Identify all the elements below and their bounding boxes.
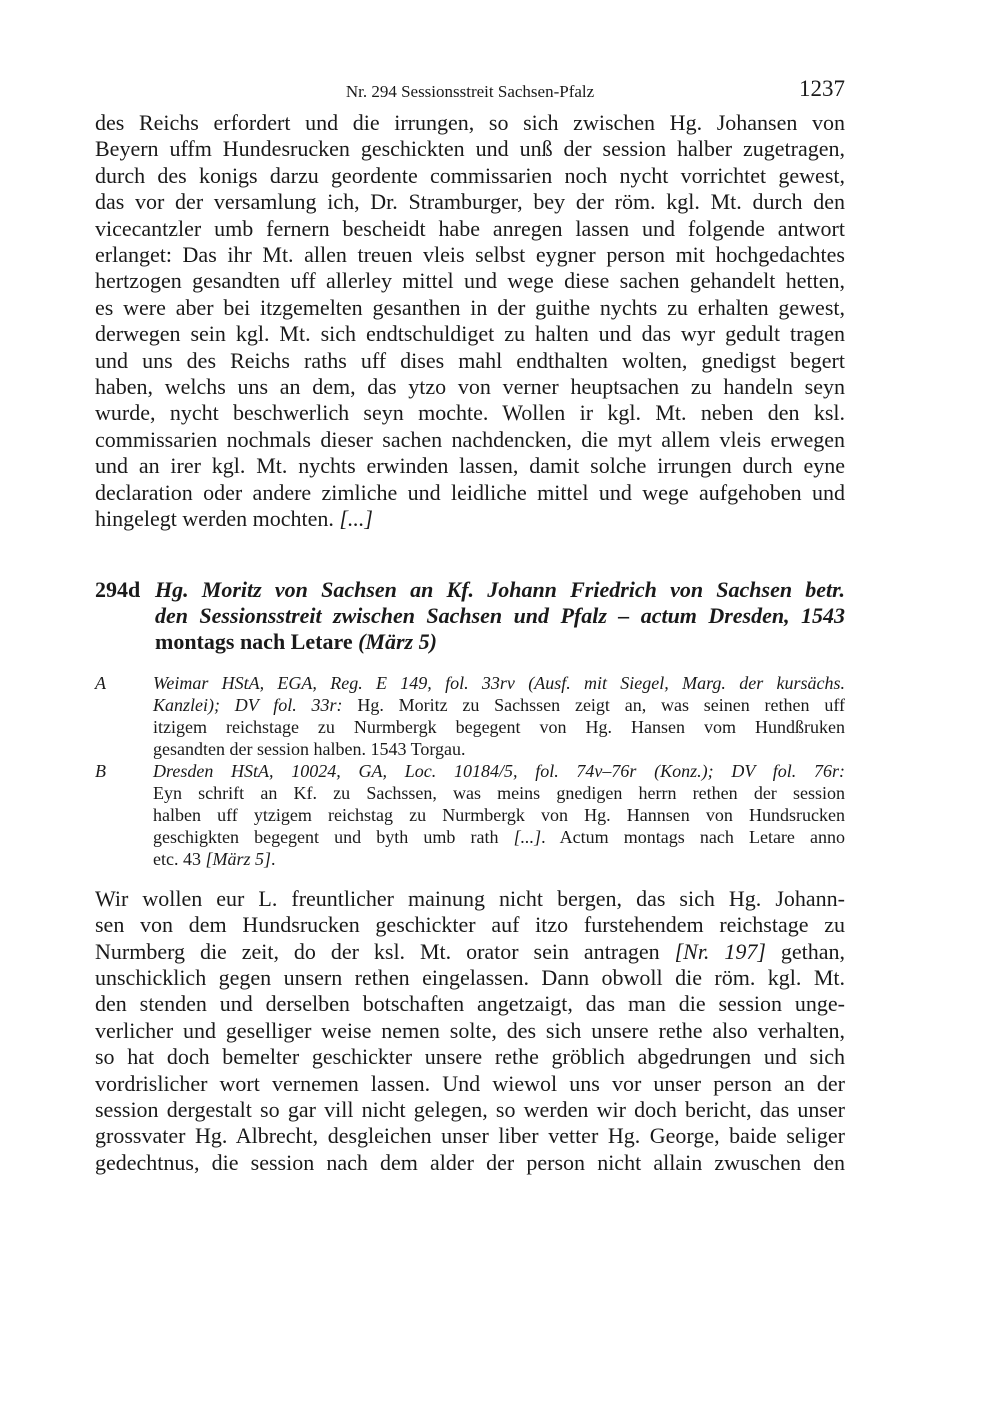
text-line: den stenden und derselben botschaften angetzaigt, das man die session unge- bbox=[95, 991, 845, 1017]
source-siglum: A bbox=[95, 672, 106, 693]
dorsal-note: halben uff ytzigem reichstag zu Nurmbergk von Hg. Hannsen von Hundsrucken bbox=[153, 804, 845, 825]
archive-reference: Kanzlei); DV fol. 33r: bbox=[153, 694, 343, 715]
text-line: und uns des Reichs raths uff dises mahl endthalten wolten, gnedigst begert bbox=[95, 347, 845, 373]
editorial-date: [März 5] bbox=[205, 848, 271, 869]
running-title: Nr. 294 Sessionsstreit Sachsen-Pfalz bbox=[345, 82, 595, 101]
archive-reference: Dresden HStA, 10024, GA, Loc. 10184/5, fol. 74v–76r (Konz.); DV fol. 76r: bbox=[153, 760, 845, 781]
text-line: so hat doch bemelter geschickter unsere rethe gröblich abgedrungen und sich bbox=[95, 1044, 845, 1070]
text-line: vordrislicher wort vernemen lassen. Und wiewol uns vor unser person an der bbox=[95, 1070, 845, 1096]
text-line: und an irer kgl. Mt. nychts erwinden lassen, damit solche irrungen durch eyne bbox=[95, 453, 845, 479]
title-line: Hg. Moritz von Sachsen an Kf. Johann Friedrich von Sachsen betr. bbox=[155, 576, 845, 602]
title-line: montags nach Letare bbox=[155, 629, 353, 655]
text-line: session dergestalt so gar vill nicht gelegen, so werden wir doch bericht, das unser bbox=[95, 1096, 845, 1122]
document-page bbox=[95, 70, 845, 1176]
text-line: durch des konigs darzu geordente commissarien noch nycht vorrichtet gewest, bbox=[95, 162, 845, 188]
document-heading bbox=[95, 577, 845, 656]
text-line: des Reichs erfordert und die irrungen, so sich zwischen Hg. Johansen von bbox=[95, 110, 845, 135]
title-line: den Sessionsstreit zwischen Sachsen und Pfalz – actum Dresden, 1543 bbox=[155, 602, 845, 628]
text-line: das vor der versamlung ich, Dr. Stramburger, bey der röm. kgl. Mt. durch den bbox=[95, 189, 845, 215]
document-number: 294d bbox=[95, 576, 141, 602]
omission-mark: [...] bbox=[339, 506, 373, 532]
dorsal-note: geschigkten begegent und byth umb rath bbox=[153, 826, 499, 847]
dorsal-note: Eyn schrift an Kf. zu Sachssen, was meins gnedigen herrn rethen der session bbox=[153, 782, 845, 803]
text-line: erlanget: Das ihr Mt. allen treuen vleis selbst eygner person mit hochgedachtes bbox=[95, 242, 845, 268]
text-line: wurde, nycht beschwerlich seyn mochte. Wollen ir kgl. Mt. neben den ksl. bbox=[95, 400, 845, 426]
source-apparatus bbox=[95, 672, 845, 870]
text-line: sen von dem Hundsrucken geschickter auf itzo furstehendem reichstage zu bbox=[95, 912, 845, 938]
source-entry bbox=[95, 672, 845, 760]
text-line: grossvater Hg. Albrecht, desgleichen unser liber vetter Hg. George, baide seliger bbox=[95, 1123, 845, 1149]
text-line: vicecantzler umb fernern bescheidt habe anregen lassen und folgende antwort bbox=[95, 215, 845, 241]
intro-paragraph bbox=[95, 110, 845, 533]
text-line: haben, welchs uns an dem, das ytzo von verner heuptsachen zu handeln seyn bbox=[95, 374, 845, 400]
archive-reference: Weimar HStA, EGA, Reg. E 149, fol. 33rv (Ausf. mit Siegel, Marg. der kursächs. bbox=[153, 672, 845, 693]
cross-reference: [Nr. 197] bbox=[674, 938, 766, 964]
text-segment: Nurmberg die zeit, do der ksl. Mt. orator sein antragen bbox=[95, 938, 660, 964]
dorsal-note: . Actum montags nach Letare anno bbox=[541, 826, 846, 847]
dorsal-note: itzigem reichstage zu Nurmbergk begegent von Hg. Hansen vom Hundßruken bbox=[153, 716, 845, 737]
text-line: unschicklich gegen unsern rethen eingelassen. Dann obwoll die röm. kgl. Mt. bbox=[95, 964, 845, 990]
text-line: verlicher und geselliger weise nemen solte, des sich unsere rethe also verhalten, bbox=[95, 1017, 845, 1043]
document-title bbox=[155, 577, 845, 656]
dorsal-note: . bbox=[271, 848, 276, 869]
text-line: Beyern uffm Hundesrucken geschickten und unß der session halber zugetragen, bbox=[95, 136, 845, 162]
text-line bbox=[95, 939, 845, 965]
text-line: commissarien nochmals dieser sachen nachdencken, die myt allem vleis erwegen bbox=[95, 426, 845, 452]
source-text bbox=[153, 760, 845, 870]
omission-mark: [...] bbox=[513, 826, 542, 847]
text-line: declaration oder andere zimliche und leidliche mittel und wege aufgehoben und bbox=[95, 479, 845, 505]
text-line: Wir wollen eur L. freuntlicher mainung nicht bergen, das sich Hg. Johann- bbox=[95, 885, 845, 911]
text-segment: gethan, bbox=[780, 938, 846, 964]
text-line: es were aber bei itzgemelten gesanthen in der guithe nychts zu erhalten gewest, bbox=[95, 294, 845, 320]
text-line-last bbox=[95, 506, 845, 532]
source-text bbox=[153, 672, 845, 760]
page-number: 1237 bbox=[799, 76, 845, 101]
text-line: gedechtnus, die session nach dem alder der person nicht allain zwuschen den bbox=[95, 1149, 845, 1175]
source-siglum: B bbox=[95, 760, 106, 781]
text-line: hertzogen gesandten uff allerley mittel und wege diese sachen gehandelt hetten, bbox=[95, 268, 845, 294]
page-header bbox=[95, 70, 845, 110]
text-line: derwegen sein kgl. Mt. sich endtschuldiget zu halten und das wyr gedult tragen bbox=[95, 321, 845, 347]
dorsal-note: Hg. Moritz zu Sachssen zeigt an, was seinen rethen uff bbox=[357, 694, 845, 715]
main-paragraph bbox=[95, 886, 845, 1176]
dorsal-note: etc. 43 bbox=[153, 848, 201, 869]
source-entry bbox=[95, 760, 845, 870]
text-segment: hingelegt werden mochten. bbox=[95, 506, 334, 532]
title-date: (März 5) bbox=[358, 629, 437, 655]
dorsal-note: gesandten der session halben. 1543 Torgau. bbox=[153, 738, 466, 759]
